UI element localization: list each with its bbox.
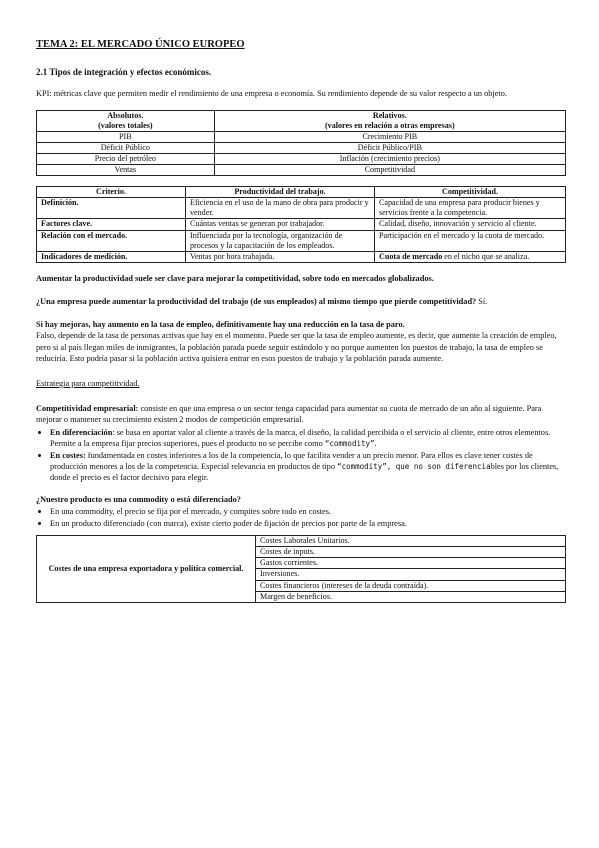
- table-cell: Participación en el mercado y la cuota de mercado.: [375, 230, 566, 251]
- list-item: [50, 426, 566, 449]
- item-text: fundamentada en costes inferiores a los de la competencia, lo que facilita vender a un precio menor. Para ellos es clave tener costes de producción menores a los de la competencia. Especial relevancia en productos de tipo: [50, 450, 533, 472]
- bold-text: En costes:: [50, 450, 86, 460]
- list-item: • En un producto diferenciado (con marca), existe cierto poder de fijación de precios por parte de la empresa.: [50, 517, 566, 529]
- table-row: [37, 219, 566, 230]
- table-cell: PIB: [37, 131, 215, 142]
- statement-employment: Si hay mejoras, hay aumento en la tasa de empleo, definitivamente hay una reducción en la tasa de paro.: [36, 320, 405, 330]
- table-row: [37, 251, 566, 262]
- table-cell: Déficit Público/PIB: [214, 142, 565, 153]
- table-row: [37, 153, 566, 164]
- item-text: : se basa en aportar valor al cliente a través de la marca, el diseño, la calidad percibida o el servicio al cliente, entre otros elementos. Permite a la empresa fijar precios superiores, pues el producto no se percibe como: [50, 427, 551, 448]
- bold-text: Cuota de mercado: [379, 251, 443, 261]
- table-header-row: [37, 187, 566, 198]
- table-cell: Inversiones.: [256, 569, 566, 580]
- bold-text: En diferenciación: [50, 427, 113, 437]
- header-subtext: (valores en relación a otras empresas): [324, 120, 455, 130]
- table-cell: Definición.: [37, 198, 186, 219]
- header-productividad: Productividad del trabajo.: [186, 187, 375, 198]
- table-cell: Competitividad: [214, 165, 565, 176]
- header-criterio: Criterio.: [37, 187, 186, 198]
- employment-explanation: Falso, depende de la tasa de personas activas que hay en el momento. Puede ser que la tasa de empleo aumente, es decir, que aumente la creación de empleo, pero si al país llegan miles de inmigrantes, la población parada puede seguir estándolo y no porque aumenten los puestos de trabajo, la tasa de empleo se reduciría. Esto podría pasar si la población activa quisiera entrar en esos puestos de trabajo y la población parada aumente.: [36, 331, 557, 363]
- strategy-heading: Estrategia para competitividad.: [36, 379, 140, 389]
- table-cell: Calidad, diseño, innovación y servicio al cliente.: [375, 219, 566, 230]
- table-row: [37, 230, 566, 251]
- table-row: [37, 198, 566, 219]
- cell-text: en el nicho que se analiza.: [442, 251, 530, 261]
- list-item: [50, 449, 566, 484]
- table-cell: Costes financieros (intereses de la deuda contraída).: [256, 580, 566, 591]
- competitiveness-paragraph: [36, 403, 566, 425]
- strategy-list: [36, 426, 566, 484]
- header-subtext: (valores totales): [98, 120, 153, 130]
- header-text: Relativos.: [372, 110, 407, 120]
- table-cell: Costes de inputs.: [256, 547, 566, 558]
- comparison-table: [36, 186, 566, 263]
- table-cell: Ventas por hora trabajada.: [186, 251, 375, 262]
- header-absolutos: [37, 110, 215, 131]
- table-cell: Crecimiento PIB: [214, 131, 565, 142]
- table-cell: Déficit Público: [37, 142, 215, 153]
- kpi-paragraph: KPI: métricas clave que permiten medir el rendimiento de una empresa o economía. Su rendimiento depende de su valor respecto a un objeto.: [36, 89, 507, 99]
- costs-label: Costes de una empresa exportadora y política comercial.: [37, 536, 256, 603]
- page-title: TEMA 2: EL MERCADO ÚNICO EUROPEO: [36, 39, 245, 50]
- item-tail: bles por los clientes, donde el precio es el factor decisivo para elegir.: [50, 462, 559, 483]
- table-cell: Influenciada por la tecnología, organización de procesos y la capacitación de los empleados.: [186, 230, 375, 251]
- question-commodity: ¿Nuestro producto es una commodity o está diferenciado?: [36, 494, 241, 504]
- table-cell: Costes Laborales Unitarios.: [256, 536, 566, 547]
- table-cell: Indicadores de medición.: [37, 251, 186, 262]
- question-text: ¿Una empresa puede aumentar la productividad del trabajo (de sus empleados) al mismo tiempo que pierde competitividad?: [36, 297, 477, 307]
- table-cell: Ventas: [37, 165, 215, 176]
- section-heading: 2.1 Tipos de integración y efectos económicos.: [36, 67, 212, 78]
- table-cell: Margen de beneficios.: [256, 591, 566, 602]
- paragraph-text: consiste en que una empresa o un sector tenga capacidad para aumentar su cuota de mercado de un año al siguiente. Para mejorar o mantener su crecimiento existen 2 modos de competición empresarial.: [36, 404, 542, 425]
- mono-text: “commodity”, que no son diferencia: [337, 462, 491, 472]
- bold-text: Competitividad empresarial:: [36, 404, 139, 414]
- answer-text: Sí.: [476, 297, 488, 307]
- document-page: [36, 38, 566, 603]
- table-cell: Capacidad de una empresa para producir bienes y servicios frente a la competencia.: [375, 198, 566, 219]
- table-row: [37, 131, 566, 142]
- mono-text: “commodity”: [324, 438, 375, 448]
- item-tail: .: [374, 438, 377, 448]
- productivity-statement: Aumentar la productividad suele ser clave para mejorar la competitividad, sobre todo en mercados globalizados.: [36, 273, 434, 283]
- table-header-row: [37, 110, 566, 131]
- table-cell: Inflación (crecimiento precios): [214, 153, 565, 164]
- question-productivity: [36, 296, 566, 307]
- header-text: Absolutos.: [107, 110, 144, 120]
- table-cell: Cuántas ventas se generan por trabajador.: [186, 219, 375, 230]
- list-item: • En una commodity, el precio se fija por el mercado, y compites sobre todo en costes.: [50, 505, 566, 517]
- table-row: [37, 536, 566, 547]
- commodity-list: [36, 505, 566, 529]
- table-cell: Eficiencia en el uso de la mano de obra para producir y vender.: [186, 198, 375, 219]
- table-cell: Gastos corrientes.: [256, 558, 566, 569]
- kpi-table: [36, 110, 566, 177]
- header-competitividad: Competitividad.: [375, 187, 566, 198]
- table-cell: Precio del petróleo: [37, 153, 215, 164]
- header-relativos: [214, 110, 565, 131]
- table-row: [37, 165, 566, 176]
- table-cell: Relación con el mercado.: [37, 230, 186, 251]
- costs-table: [36, 535, 566, 603]
- table-row: [37, 142, 566, 153]
- table-cell: Factores clave.: [37, 219, 186, 230]
- table-cell: [375, 251, 566, 262]
